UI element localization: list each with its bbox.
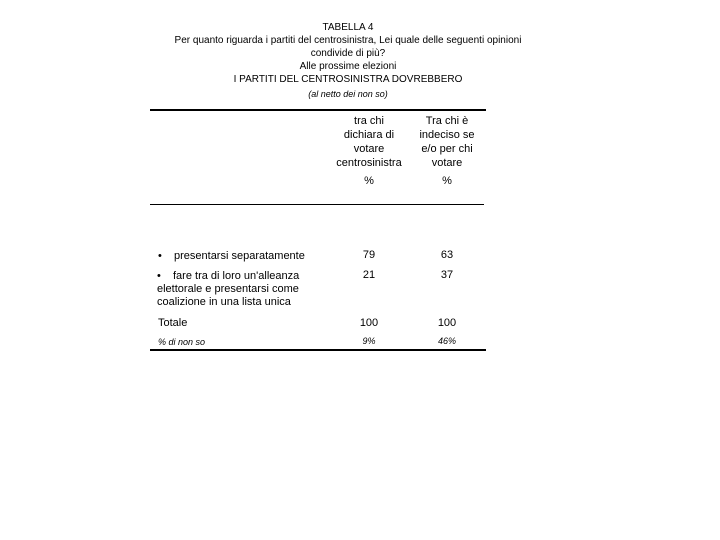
- column-header-line: centrosinistra: [336, 157, 402, 169]
- row-label-text: presentarsi separatamente: [174, 250, 305, 262]
- value-row1-col2: 63: [440, 249, 454, 261]
- column-header-line: Tra chi è: [425, 115, 469, 127]
- column-header-line: e/o per chi: [421, 143, 473, 155]
- title-line-4: Alle prossime elezioni: [299, 61, 397, 72]
- title-line-5: I PARTITI DEL CENTROSINISTRA DOVREBBERO: [233, 74, 463, 85]
- header-bottom-rule: [150, 204, 484, 205]
- title-line-3: condivide di più?: [310, 48, 386, 59]
- total-label: Totale: [158, 317, 188, 329]
- title-line-2: Per quanto riguarda i partiti del centrosinistra, Lei quale delle seguenti opinioni: [174, 35, 522, 46]
- total-col1: 100: [359, 317, 379, 329]
- title-line-1: TABELLA 4: [322, 22, 374, 33]
- row-label-separatamente: [158, 250, 318, 263]
- top-rule: [150, 109, 486, 111]
- title-note: (al netto dei non so): [308, 89, 388, 99]
- nonso-col1: 9%: [362, 336, 376, 346]
- bullet-icon: •: [158, 250, 162, 262]
- column-header-line: votare: [353, 143, 385, 155]
- column-header-line: votare: [431, 157, 463, 169]
- column-header-line: dichiara di: [343, 129, 395, 141]
- row-label-text: elettorale e presentarsi come: [157, 283, 299, 295]
- value-row2-col1: 21: [362, 269, 376, 281]
- nonso-col2: 46%: [437, 336, 456, 346]
- value-row1-col1: 79: [362, 249, 376, 261]
- value-row2-col2: 37: [440, 269, 454, 281]
- column-header-line: tra chi: [354, 115, 384, 127]
- column-header-indecisi: [408, 114, 486, 170]
- column-header-line: indeciso se: [419, 129, 475, 141]
- bullet-icon: •: [157, 270, 161, 282]
- nonso-label: % di non so: [158, 337, 206, 347]
- column-unit-1: %: [364, 175, 374, 187]
- row-label-alleanza: [157, 270, 317, 309]
- total-col2: 100: [437, 317, 457, 329]
- row-label-text: coalizione in una lista unica: [157, 296, 291, 308]
- table-title-block: [130, 21, 566, 100]
- row-label-text: fare tra di loro un'alleanza: [173, 270, 300, 282]
- column-header-centrosinistra: [330, 114, 408, 170]
- column-unit-2: %: [442, 175, 452, 187]
- bottom-rule: [150, 349, 486, 351]
